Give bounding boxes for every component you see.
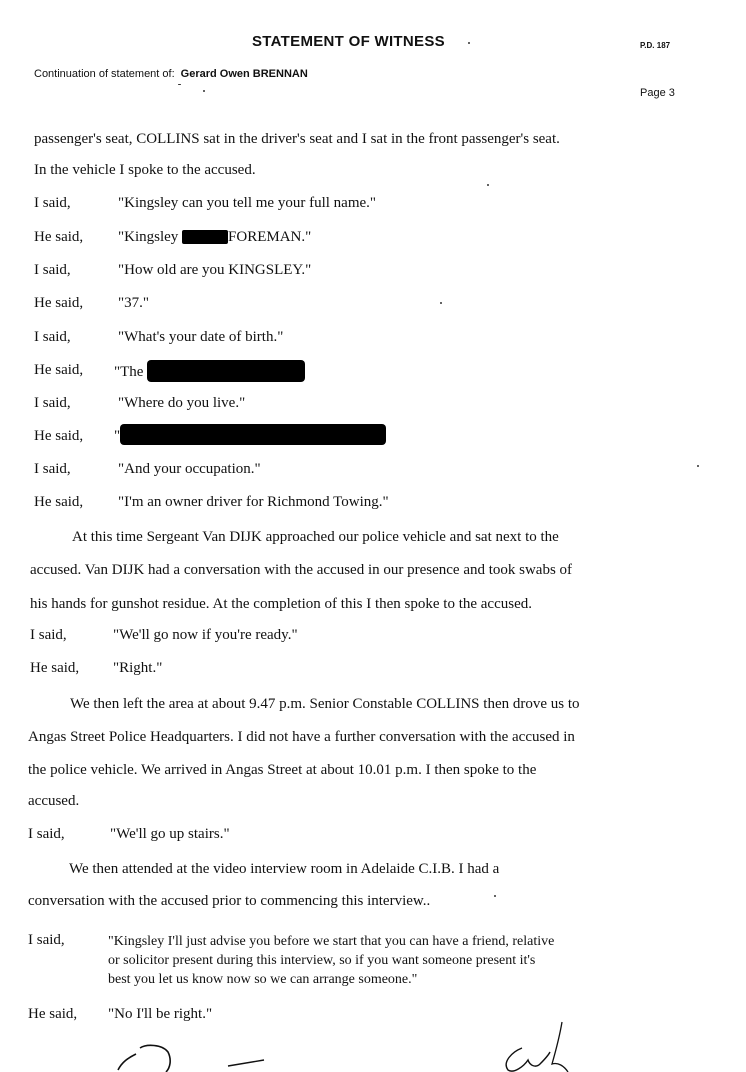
speaker-label: I said, (30, 627, 67, 643)
speaker-label: I said, (34, 329, 71, 345)
speech-line: or solicitor present during this interview, so if you want someone present it's (108, 953, 536, 968)
speech-block (108, 932, 688, 989)
speaker-label: I said, (34, 461, 71, 477)
speaker-label: He said, (34, 428, 84, 444)
speech-text: "We'll go now if you're ready." (113, 627, 298, 643)
body-line: In the vehicle I spoke to the accused. (34, 162, 256, 178)
speaker-label: He said, (34, 229, 84, 245)
speaker-label: I said, (34, 395, 71, 411)
speech-post: FOREMAN." (228, 229, 312, 245)
page-number: Page 3 (640, 87, 675, 99)
scan-speck (178, 84, 181, 85)
speech-pre: " (114, 428, 121, 444)
speech-pre: "Kingsley (118, 229, 183, 245)
speaker-label: He said, (34, 295, 84, 311)
speech-text: "I'm an owner driver for Richmond Towing." (118, 494, 389, 510)
speech-text: "Kingsley can you tell me your full name." (118, 195, 377, 211)
speech-line: best you let us know now so we can arrange someone." (108, 972, 418, 987)
speaker-label: He said, (28, 1006, 78, 1022)
scan-speck (494, 895, 496, 897)
paragraph-line: the police vehicle. We arrived in Angas Street at about 10.01 p.m. I then spoke to the (28, 762, 537, 778)
paragraph-line: We then attended at the video interview room in Adelaide C.I.B. I had a (69, 861, 500, 877)
paragraph-line: At this time Sergeant Van DIJK approached our police vehicle and sat next to the (72, 529, 559, 545)
speech-line: "Kingsley I'll just advise you before we start that you can have a friend, relative (108, 934, 555, 949)
paragraph-line: his hands for gunshot residue. At the completion of this I then spoke to the accused. (30, 596, 532, 612)
speech-text (114, 360, 305, 382)
paragraph-line: accused. Van DIJK had a conversation with the accused in our presence and took swabs of (30, 562, 573, 578)
form-number: P.D. 187 (640, 41, 671, 50)
scan-speck (697, 465, 699, 467)
paragraph-line: conversation with the accused prior to commencing this interview.. (28, 893, 431, 909)
speech-text: "And your occupation." (118, 461, 261, 477)
redaction-bar (147, 360, 305, 382)
speaker-label: I said, (34, 262, 71, 278)
scan-speck (487, 184, 489, 186)
speech-text: "What's your date of birth." (118, 329, 284, 345)
redaction-bar (182, 230, 228, 244)
continuation-line (34, 68, 308, 80)
speaker-label: I said, (28, 932, 65, 948)
speech-text (114, 424, 386, 445)
continuation-label: Continuation of statement of: (34, 68, 175, 80)
speech-text: "Right." (113, 660, 163, 676)
speaker-label: He said, (34, 494, 84, 510)
speech-text: "No I'll be right." (108, 1006, 213, 1022)
speech-text (118, 229, 311, 246)
speaker-label: I said, (28, 826, 65, 842)
witness-name: Gerard Owen BRENNAN (180, 68, 308, 80)
speech-text: "We'll go up stairs." (110, 826, 230, 842)
redaction-bar (120, 424, 386, 445)
document-title: STATEMENT OF WITNESS (252, 33, 445, 50)
speech-text: "How old are you KINGSLEY." (118, 262, 312, 278)
scan-speck (203, 90, 205, 92)
speech-pre: "The (114, 364, 148, 380)
scan-speck (468, 42, 470, 44)
speech-text: "Where do you live." (118, 395, 246, 411)
speaker-label: He said, (34, 362, 84, 378)
body-line: passenger's seat, COLLINS sat in the driver's seat and I sat in the front passenger's seat. (34, 131, 560, 147)
signature-left (100, 1040, 280, 1072)
scan-speck (440, 302, 442, 304)
paragraph-line: Angas Street Police Headquarters. I did not have a further conversation with the accused in (28, 729, 575, 745)
speaker-label: I said, (34, 195, 71, 211)
signature-right (488, 1020, 588, 1072)
speaker-label: He said, (30, 660, 80, 676)
speech-text: "37." (118, 295, 149, 311)
paragraph-line: accused. (28, 793, 80, 809)
paragraph-line: We then left the area at about 9.47 p.m. Senior Constable COLLINS then drove us to (70, 696, 580, 712)
